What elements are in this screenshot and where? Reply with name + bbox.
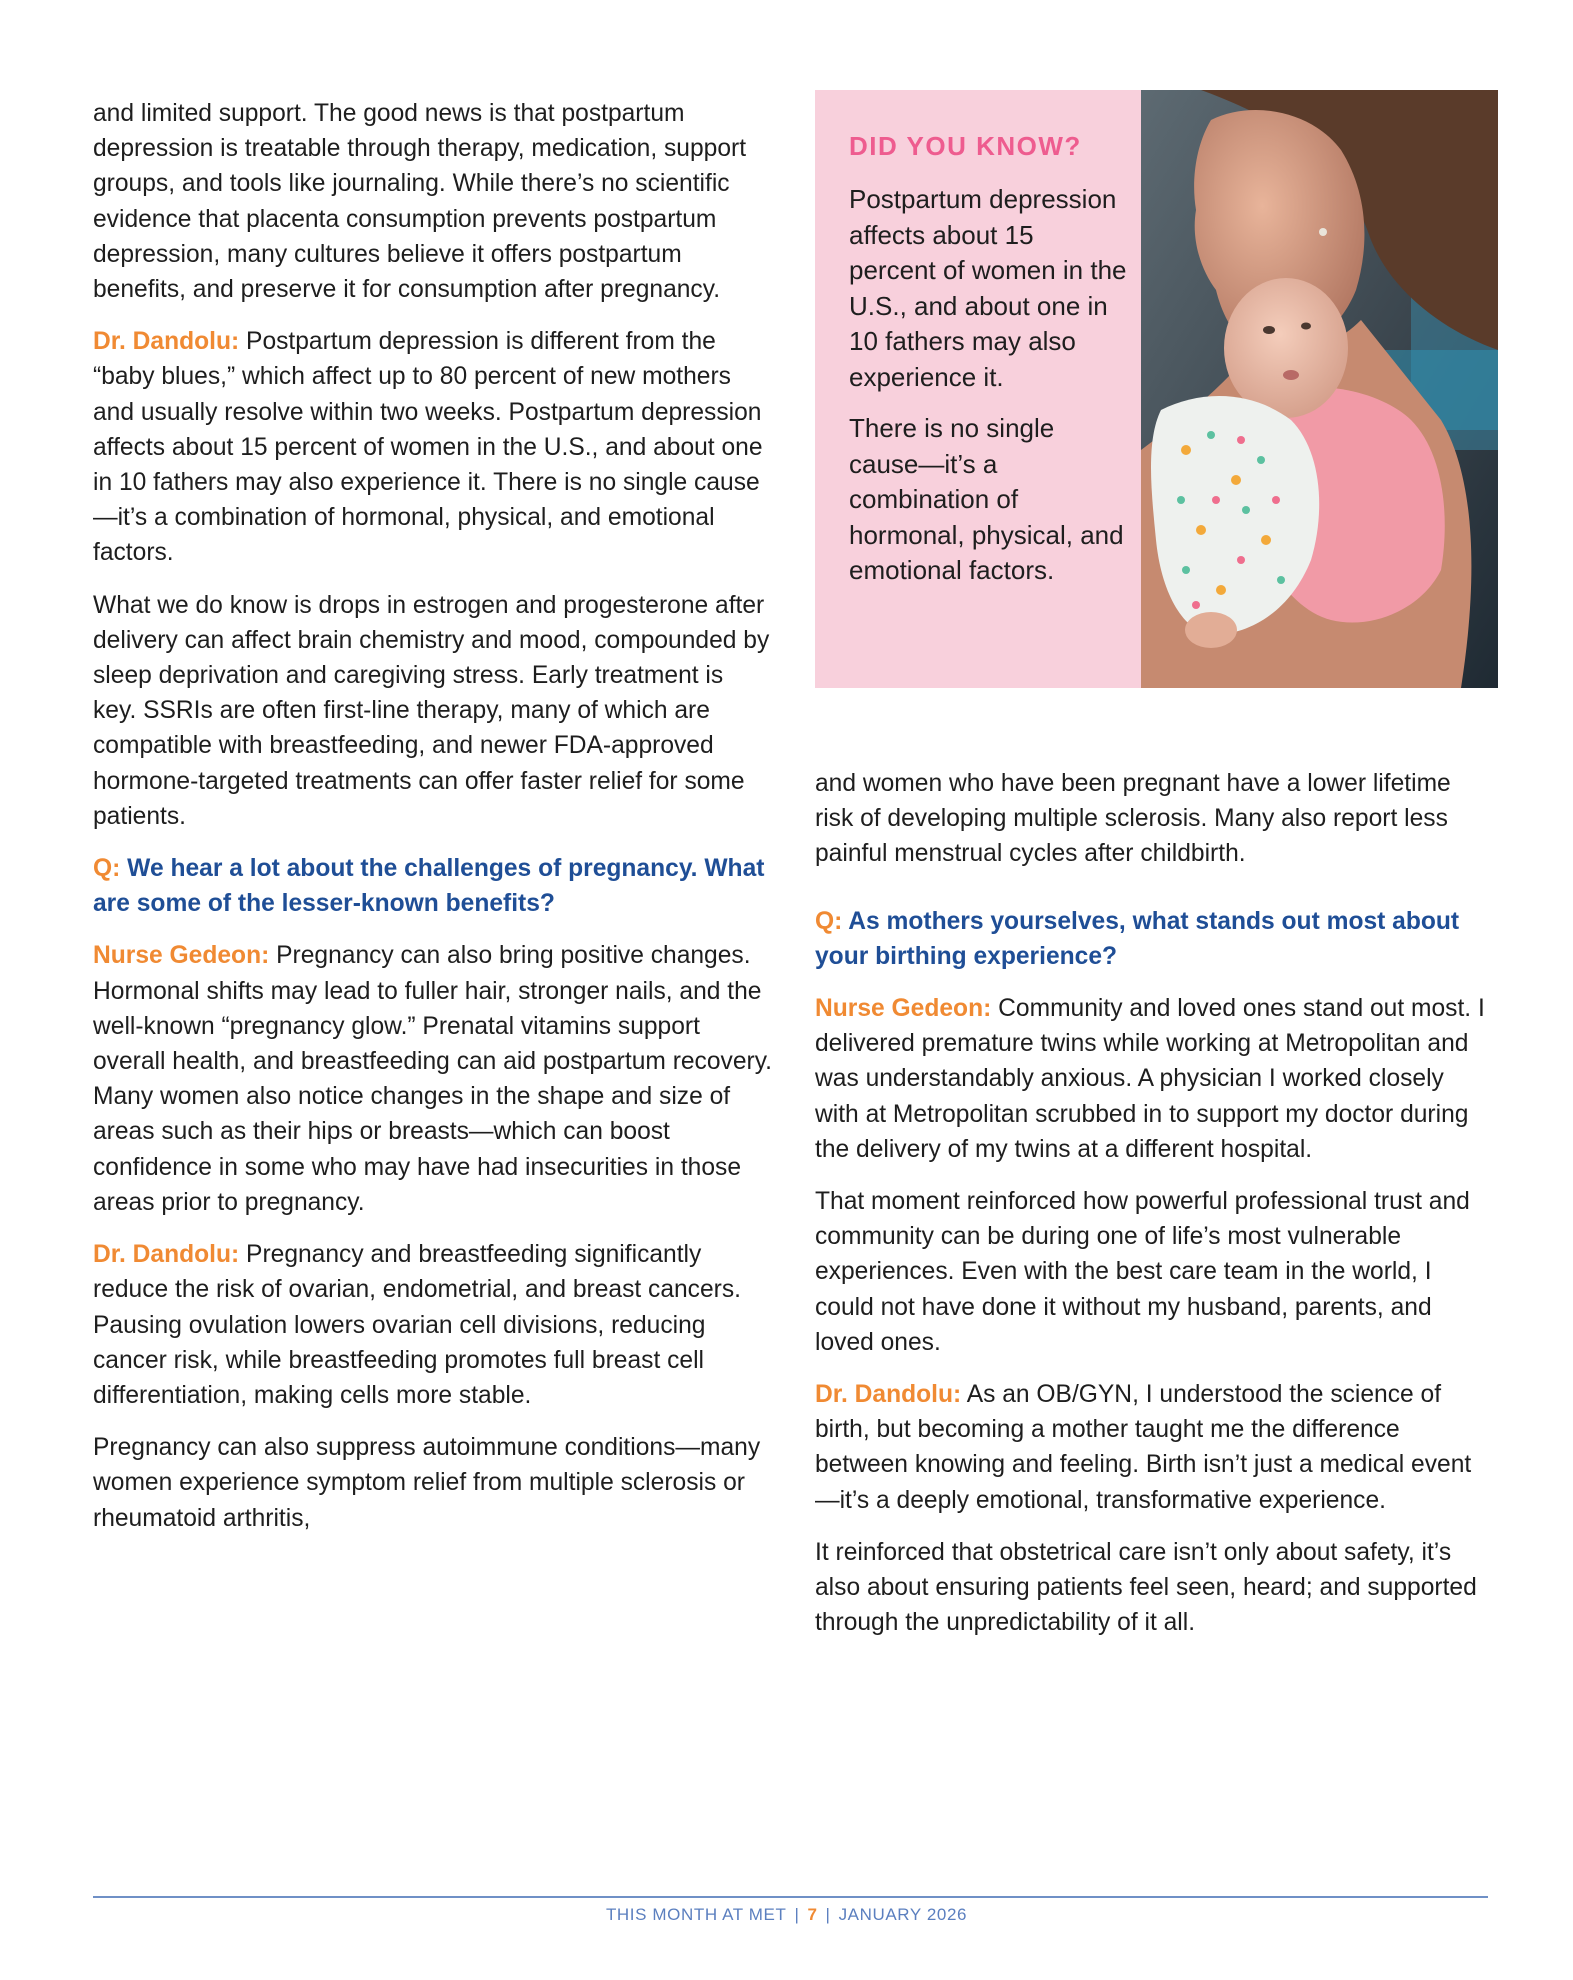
question-label: Q: [93,855,121,883]
right-column [815,766,1487,1657]
paragraph: Nurse Gedeon: Pregnancy can also bring positive changes. Hormonal shifts may lead to fuller hair, stronger nails, and the well-known “pregnancy glow.” Prenatal vitamins support overall health, and breastfeeding can aid postpartum recovery. Many women also notice changes in the shape and size of areas such as their hips or breasts—which can boost confidence in some who may have had insecurities in those areas prior to pregnancy. [93,942,773,1216]
paragraph: Dr. Dandolu: Postpartum depression is different from the “baby blues,” which affect up to 80 percent of new mothers and usually resolve within two weeks. Postpartum depression affects about 15 percent of women in the U.S., and about one in 10 fathers may also experience it. There is no single cause—it’s a combination of hormonal, physical, and emotional factors. [93,328,763,567]
callout-text: Postpartum depression affects about 15 percent of women in the U.S., and about one in 10 fathers may also experience it. [849,184,1127,392]
paragraph: What we do know is drops in estrogen and progesterone after delivery can affect brain chemistry and mood, compounded by sleep deprivation and caregiving stress. Early treatment is key. SSRIs are often first-line therapy, many of which are compatible with breastfeeding, and newer FDA-approved hormone-targeted treatments can offer faster relief for some patients. [93,591,770,830]
question-heading: Q: We hear a lot about the challenges of pregnancy. What are some of the lesser-known benefits? [93,855,765,918]
callout-text: There is no single cause—it’s a combination of hormonal, physical, and emotional factors. [849,413,1124,585]
paragraph: Dr. Dandolu: Pregnancy and breastfeeding significantly reduce the risk of ovarian, endometrial, and breast cancers. Pausing ovulation lowers ovarian cell divisions, reducing cancer risk, while breastfeeding promotes full breast cell differentiation, making cells more stable. [93,1241,741,1409]
footer-separator: | [794,1905,800,1924]
paragraph: and limited support. The good news is that postpartum depression is treatable through therapy, medication, support groups, and tools like journaling. While there’s no scientific evidence that placenta consumption prevents postpartum depression, many cultures believe it offers postpartum benefits, and preserve it for consumption after pregnancy. [93,100,747,304]
paragraph: That moment reinforced how powerful professional trust and community can be during one of life’s most vulnerable experiences. Even with the best care team in the world, I could not have done it without my husband, parents, and loved ones. [815,1188,1470,1356]
speaker-label: Dr. Dandolu: [815,1381,962,1409]
photo-illustration [1141,90,1498,688]
left-column [93,96,773,1553]
paragraph: Dr. Dandolu: As an OB/GYN, I understood the science of birth, but becoming a mother taught me the difference between knowing and feeling. Birth isn’t just a medical event—it’s a deeply emotional, transformative experience. [815,1381,1472,1514]
page-number: 7 [807,1905,818,1924]
speaker-label: Dr. Dandolu: [93,328,240,356]
callout-title: DID YOU KNOW? [849,131,1082,161]
callout-box [815,90,1141,688]
paragraph: and women who have been pregnant have a lower lifetime risk of developing multiple sclerosis. Many also report less painful menstrual cycles after childbirth. [815,770,1451,868]
publication-name: THIS MONTH AT MET [605,1905,787,1924]
paragraph: Nurse Gedeon: Community and loved ones stand out most. I delivered premature twins while working at Metropolitan and was understandably anxious. A physician I worked closely with at Metropolitan scrubbed in to support my doctor during the delivery of my twins at a different hospital. [815,995,1485,1163]
footer-separator: | [825,1905,831,1924]
page-footer [0,1905,1573,1925]
speaker-label: Nurse Gedeon: [815,995,992,1023]
question-label: Q: [815,907,843,935]
mother-and-baby-photo [1141,90,1498,688]
did-you-know-callout [815,90,1498,688]
speaker-label: Dr. Dandolu: [93,1241,240,1269]
question-heading: Q: As mothers yourselves, what stands out most about your birthing experience? [815,907,1460,970]
issue-date: JANUARY 2026 [838,1905,968,1924]
paragraph: It reinforced that obstetrical care isn’t only about safety, it’s also about ensuring patients feel seen, heard; and supported through the unpredictability of it all. [815,1538,1477,1637]
speaker-label: Nurse Gedeon: [93,942,270,970]
paragraph: Pregnancy can also suppress autoimmune conditions—many women experience symptom relief from multiple sclerosis or rheumatoid arthritis, [93,1434,761,1532]
footer-divider [93,1896,1488,1898]
